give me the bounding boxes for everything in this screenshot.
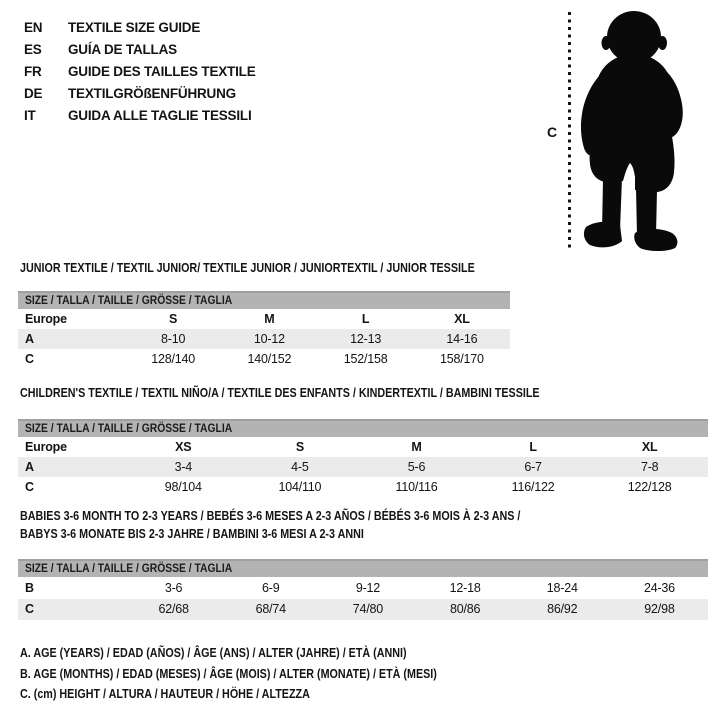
footnote-line [20,643,505,664]
size-cell: 128/140 [151,352,196,366]
language-code: DE [24,85,43,101]
footnote-text: C. (cm) HEIGHT / ALTURA / HAUTEUR / HÖHE / ALTEZZA [20,687,310,701]
size-cell: 4-5 [291,460,309,474]
section-title-line: CHILDREN'S TEXTILE / TEXTIL NIÑO/A / TEXTILE DES ENFANTS / KINDERTEXTIL / BAMBINI TESSILE [20,386,540,400]
height-measure-label: C [547,124,558,140]
size-cell: 12-18 [449,580,481,595]
language-item [24,104,256,126]
row-label: C [25,352,34,366]
table-row [18,457,708,477]
size-cell: XL [454,312,470,326]
size-cell: 9-12 [355,580,381,595]
table-row [18,437,708,457]
table-row [18,349,510,369]
table-header-label: SIZE / TALLA / TAILLE / GRÖSSE / TAGLIA [25,421,233,435]
table-header-bar [18,419,708,437]
table-row [18,309,510,329]
height-measure-line [568,12,571,250]
row-label: C [25,480,34,494]
size-cell: 110/116 [395,480,438,494]
language-label: TEXTILE SIZE GUIDE [68,19,201,35]
table-row [18,599,708,621]
size-cell: 10-12 [253,332,285,346]
row-label: Europe [25,440,67,454]
row-label: Europe [25,312,67,326]
section-title-line: BABIES 3-6 MONTH TO 2-3 YEARS / BEBÉS 3-6 MESES A 2-3 AÑOS / BÉBÉS 3-6 MOIS À 2-3 ANS / [20,509,521,523]
row-label: B [25,580,34,595]
size-cell: 74/80 [352,602,384,617]
section-title-babies [20,507,602,543]
section-title-line: JUNIOR TEXTILE / TEXTIL JUNIOR/ TEXTILE JUNIOR / JUNIORTEXTIL / JUNIOR TESSILE [20,261,475,275]
size-cell: 92/98 [644,602,675,617]
language-item [24,60,256,82]
language-code: ES [24,41,42,57]
size-cell: 80/86 [449,602,481,617]
size-cell: 6-7 [524,460,542,474]
language-item [24,16,256,38]
size-table-babies [18,559,708,620]
language-code: IT [24,107,36,123]
language-title-list [24,16,256,126]
size-cell: 68/74 [255,602,286,617]
size-cell: 116/122 [511,480,555,494]
section-title-children [20,384,624,402]
size-cell: L [529,440,537,454]
table-header-bar [18,559,708,577]
language-label: GUIDE DES TAILLES TEXTILE [68,63,256,79]
size-cell: 18-24 [546,580,578,595]
language-label: GUIDA ALLE TAGLIE TESSILI [68,107,252,123]
language-item [24,82,256,104]
row-label: A [25,460,34,474]
language-code: EN [24,19,43,35]
size-cell: 140/152 [247,352,292,366]
size-cell: L [361,312,370,326]
table-header-label: SIZE / TALLA / TAILLE / GRÖSSE / TAGLIA [25,561,233,575]
table-row [18,477,708,497]
size-cell: 3-4 [174,460,193,474]
size-cell: 6-9 [262,580,280,595]
size-cell: 3-6 [164,580,183,595]
size-cell: 122/128 [627,480,672,494]
footnotes [20,643,505,705]
table-row [18,577,708,599]
table-header-bar [18,291,510,309]
size-cell: 86/92 [547,602,578,617]
size-cell: XS [175,440,192,454]
table-row [18,329,510,349]
section-title-junior [20,259,549,277]
size-cell: M [264,312,275,326]
size-cell: 14-16 [446,332,478,346]
footnote-text: B. AGE (MONTHS) / EDAD (MESES) / ÂGE (MOIS) / ALTER (MONATE) / ETÀ (MESI) [20,666,437,681]
language-item [24,38,256,60]
size-cell: 8-10 [161,332,186,346]
size-table-children [18,419,708,497]
size-cell: 5-6 [407,460,426,474]
row-label: A [25,332,34,346]
language-label: GUÍA DE TALLAS [68,41,177,57]
footnote-line [20,684,505,705]
size-cell: 12-13 [350,332,382,346]
size-cell: 152/158 [343,352,388,366]
language-code: FR [24,63,42,79]
size-cell: S [169,312,178,326]
table-header-label: SIZE / TALLA / TAILLE / GRÖSSE / TAGLIA [25,293,233,307]
size-table-junior [18,291,510,369]
size-cell: 104/110 [278,480,322,494]
language-label: TEXTILGRÖßENFÜHRUNG [68,85,236,101]
size-cell: S [295,440,304,454]
size-cell: 62/68 [158,602,189,617]
footnote-text: A. AGE (YEARS) / EDAD (AÑOS) / ÂGE (ANS) / ALTER (JAHRE) / ETÀ (ANNI) [20,646,407,660]
size-cell: 98/104 [164,480,202,494]
size-cell: 7-8 [640,460,659,474]
section-title-line: BABYS 3-6 MONATE BIS 2-3 JAHRE / BAMBINI 3-6 MESI A 2-3 ANNI [20,527,364,541]
size-cell: 24-36 [643,580,675,595]
size-cell: 158/170 [439,352,484,366]
size-cell: M [411,440,422,454]
footnote-line [20,664,505,685]
row-label: C [25,602,34,617]
size-cell: XL [641,440,658,454]
toddler-silhouette-icon [576,8,690,254]
